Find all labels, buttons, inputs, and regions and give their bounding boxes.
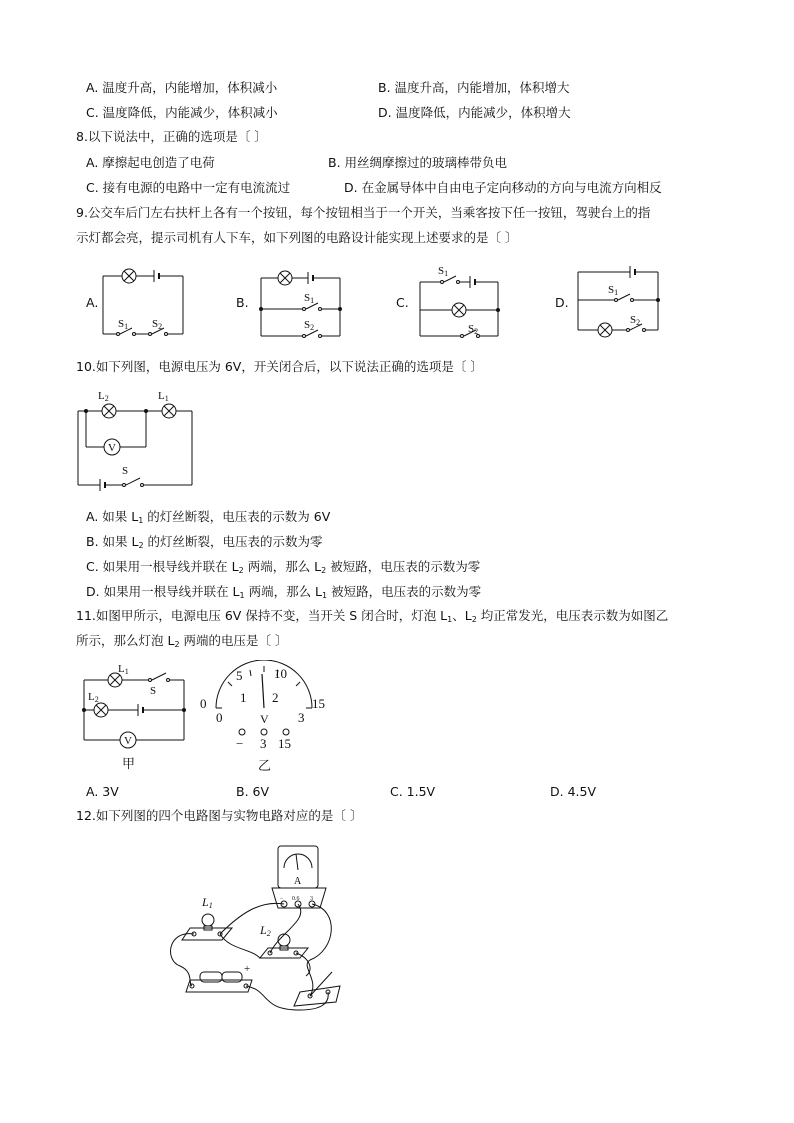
q7-option-b: B. 温度升高，内能增加，体积增大 xyxy=(378,80,570,95)
q10-l1-label: L1 xyxy=(158,390,169,403)
q11-option-b: B. 6V xyxy=(236,784,270,799)
q9-circuit-c xyxy=(414,260,514,344)
q9b-s2-label: S2 xyxy=(304,319,315,332)
q11-switch-label: S xyxy=(150,685,157,697)
q10-option-a: A. 如果 $L_1$ 的灯丝断裂，电压表的示数为 6V xyxy=(86,509,331,525)
q12-ammeter-label: A xyxy=(294,876,302,887)
q9-label-b: B. xyxy=(236,295,249,310)
q8-option-a: A. 摩擦起电创造了电荷 xyxy=(86,155,215,170)
q11-option-d: D. 4.5V xyxy=(550,784,597,799)
q12-l1-label: L1 xyxy=(202,895,213,910)
q11-meter-inner-2: 2 xyxy=(272,690,279,705)
q11-meter-unit: V xyxy=(260,712,269,726)
q10-voltmeter-label: V xyxy=(108,442,116,454)
q9-stem-line2: 示灯都会亮，提示司机有人下车，如下列图的电路设计能实现上述要求的是〔 〕 xyxy=(76,230,518,245)
q9a-s2-label: S2 xyxy=(152,318,163,331)
q8-stem: 8.以下说法中，正确的选项是〔 〕 xyxy=(76,129,267,144)
q12-plus-label: + xyxy=(244,963,251,975)
q8-option-b: B. 用丝绸摩擦过的玻璃棒带负电 xyxy=(328,155,508,170)
q9c-s2-label: S2 xyxy=(468,323,479,336)
q10-option-c: C. 如果用一根导线并联在 $L_2$ 两端，那么 $L_2$ 被短路，电压表的示数为零 xyxy=(86,559,481,575)
q9-circuit-b xyxy=(256,264,356,344)
q11-meter-inner-1: 1 xyxy=(240,690,247,705)
q11-stem-line1: 11.如图甲所示，电源电压 6V 保持不变，当开关 S 闭合时，灯泡 $L_1$、$L_2$ 均正常发光，电压表示数为如图乙 xyxy=(76,608,669,624)
q9-stem-line1: 9.公交车后门左右扶杆上各有一个按钮，每个按钮相当于一个开关，当乘客按下任一按钮，驾驶台上的指 xyxy=(76,205,651,220)
q12-stem: 12.如下列图的四个电路图与实物电路对应的是〔 〕 xyxy=(76,808,363,823)
q7-option-d: D. 温度降低，内能减少，体积增大 xyxy=(378,105,571,120)
q11-stem-line2: 所示，那么灯泡 $L_2$ 两端的电压是〔 〕 xyxy=(76,633,288,649)
q11-meter-inner-0: 0 xyxy=(216,710,223,725)
q11-voltmeter-label: V xyxy=(124,735,132,747)
q11-meter-outer-15: 15 xyxy=(312,696,325,711)
q11-meter-inner-3: 3 xyxy=(298,710,305,725)
q11-l2-label: L2 xyxy=(88,691,99,704)
q12-terminal-3: 3 xyxy=(310,896,313,902)
q9d-s2-label: S2 xyxy=(630,314,641,327)
q11-fig-jia-label: 甲 xyxy=(122,756,136,771)
q7-option-c: C. 温度降低，内能减少，体积减小 xyxy=(86,105,278,120)
q12-l2-label: L2 xyxy=(260,923,271,938)
q12-terminal-minus: − xyxy=(280,896,284,902)
q10-circuit xyxy=(72,385,202,495)
q11-option-a: A. 3V xyxy=(86,784,119,799)
q9d-s1-label: S1 xyxy=(608,284,619,297)
q10-option-b: B. 如果 $L_2$ 的灯丝断裂，电压表的示数为零 xyxy=(86,534,323,550)
q12-physical-circuit xyxy=(160,840,360,1020)
q8-option-d: D. 在金属导体中自由电子定向移动的方向与电流方向相反 xyxy=(344,180,662,195)
q11-circuit-jia xyxy=(78,660,198,775)
q10-option-d: D. 如果用一根导线并联在 $L_1$ 两端，那么 $L_1$ 被短路，电压表的示数为零 xyxy=(86,584,482,600)
q9-label-d: D. xyxy=(555,295,569,310)
q11-meter-outer-0: 0 xyxy=(200,696,207,711)
q11-meter-outer-5: 5 xyxy=(236,668,243,683)
q9-circuit-d xyxy=(572,262,672,346)
q9-label-c: C. xyxy=(396,295,409,310)
q11-voltmeter-yi xyxy=(198,660,333,775)
q10-stem: 10.如下列图，电源电压为 6V，开关闭合后，以下说法正确的选项是〔 〕 xyxy=(76,359,483,374)
q11-fig-yi-label: 乙 xyxy=(258,758,272,773)
q11-terminal-minus: − xyxy=(236,736,244,751)
q9b-s1-label: S1 xyxy=(304,292,315,305)
q11-terminal-15: 15 xyxy=(278,736,291,751)
q8-option-c: C. 接有电源的电路中一定有电流流过 xyxy=(86,180,291,195)
q11-option-c: C. 1.5V xyxy=(390,784,436,799)
q9-circuit-a xyxy=(98,264,198,344)
q10-l2-label: L2 xyxy=(98,390,109,403)
q11-terminal-3: 3 xyxy=(260,736,267,751)
q7-option-a: A. 温度升高，内能增加，体积减小 xyxy=(86,80,278,95)
q12-terminal-06: 0.6 xyxy=(292,896,300,902)
q9c-s1-label: S1 xyxy=(438,265,449,278)
q10-switch-label: S xyxy=(122,465,129,477)
q9-label-a: A. xyxy=(86,295,99,310)
q11-l1-label: L1 xyxy=(118,663,129,676)
q11-meter-outer-10: 10 xyxy=(274,666,287,681)
q9a-s1-label: S1 xyxy=(118,318,129,331)
